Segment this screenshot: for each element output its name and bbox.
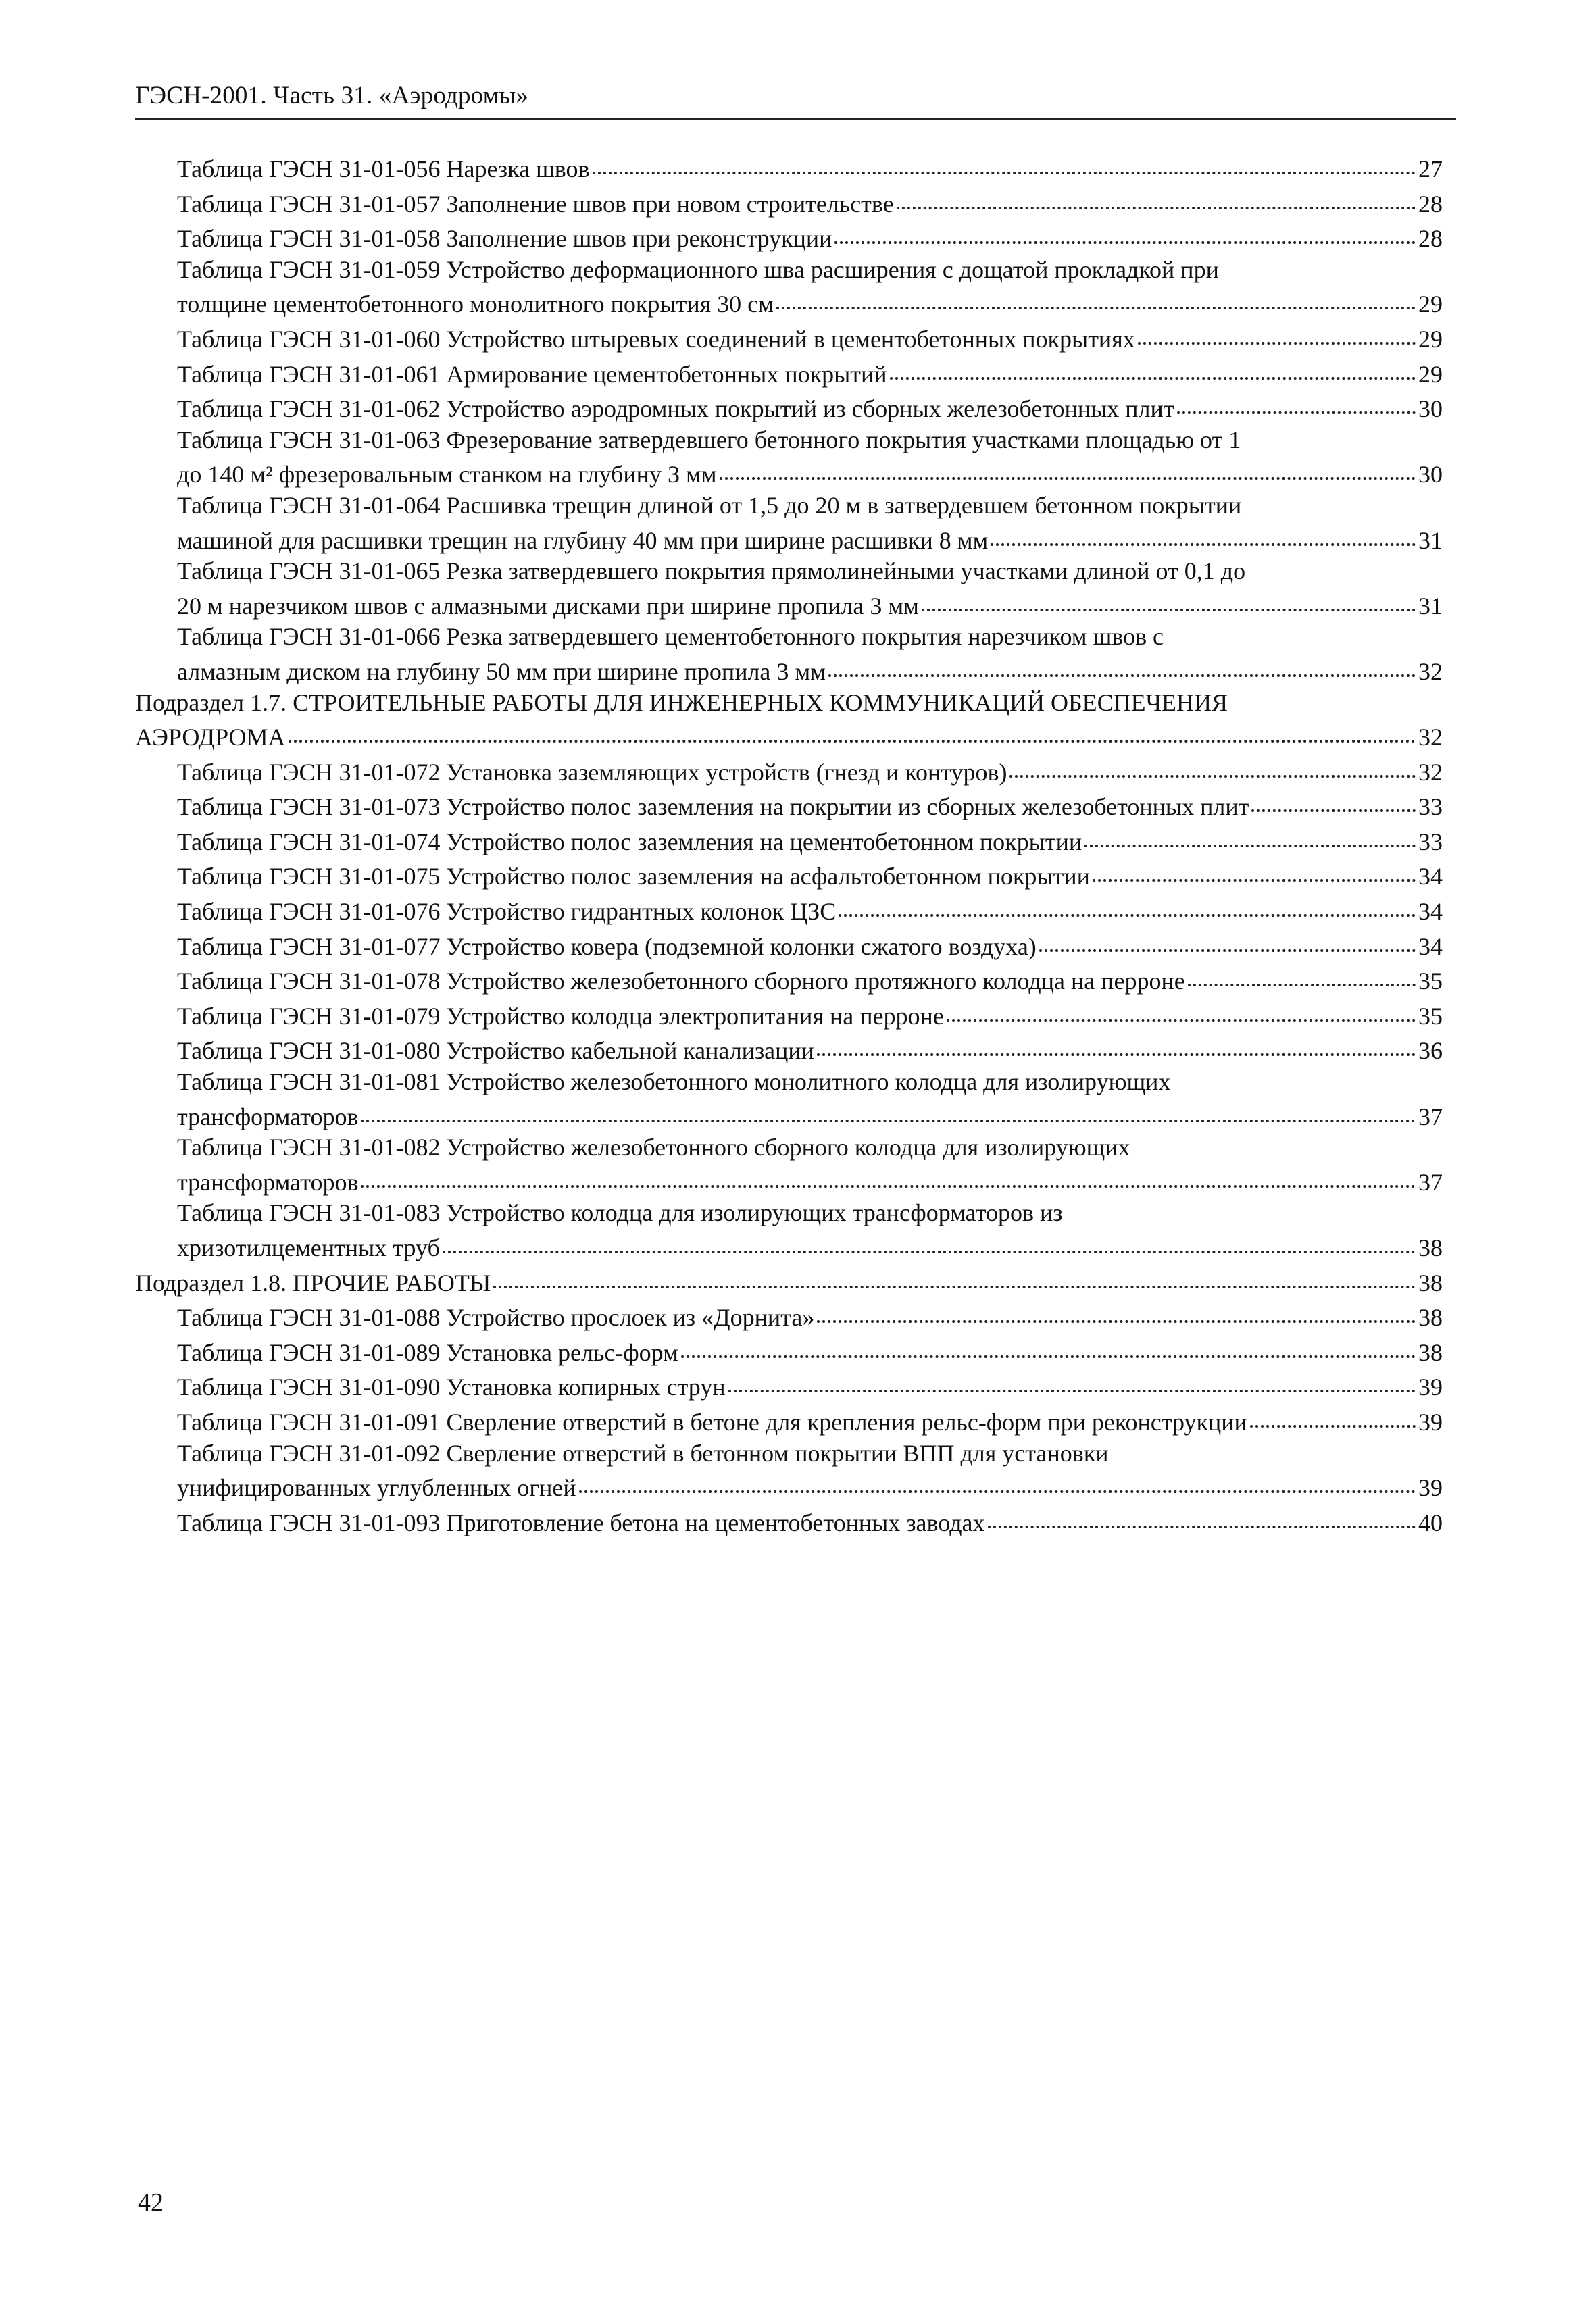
dot-leader — [988, 1501, 1416, 1528]
toc-entry-title: Таблица ГЭСН 31-01-058 Заполнение швов при реконструкции — [177, 225, 832, 253]
toc-entry-title: Таблица ГЭСН 31-01-061 Армирование цементобетонных покрытий — [177, 360, 887, 388]
toc-entry-line — [177, 320, 1443, 355]
toc-entry-line — [177, 997, 1443, 1032]
running-header: ГЭСН-2001. Часть 31. «Аэродромы» — [135, 82, 529, 109]
toc-entry-page-number: 29 — [1418, 325, 1443, 353]
toc-entry-line — [177, 857, 1443, 892]
toc-table-entry[interactable] — [135, 255, 1443, 320]
toc-entry-title: трансформаторов — [177, 1103, 359, 1130]
toc-entry-page-number: 36 — [1418, 1037, 1443, 1065]
dot-leader — [1093, 855, 1416, 882]
toc-entry-title: Таблица ГЭСН 31-01-074 Устройство полос заземления на цементобетонном покрытии — [177, 828, 1082, 855]
toc-table-entry[interactable] — [135, 150, 1443, 185]
toc-entry-title: до 140 м² фрезеровальным станком на глубину 3 мм — [177, 461, 717, 488]
toc-entry-page-number: 38 — [1418, 1234, 1443, 1261]
dot-leader — [720, 453, 1416, 480]
dot-leader — [890, 353, 1416, 380]
toc-entry-line — [177, 455, 1443, 491]
toc-entry-title: Таблица ГЭСН 31-01-076 Устройство гидрантных колонок ЦЗС — [177, 898, 837, 926]
toc-entry-line — [177, 522, 1443, 557]
toc-subsection-entry[interactable] — [135, 1264, 1443, 1299]
toc-entry-page-number: 32 — [1418, 657, 1443, 685]
toc-entry-page-number: 30 — [1418, 461, 1443, 488]
toc-table-entry[interactable] — [135, 857, 1443, 892]
toc-entry-title: Таблица ГЭСН 31-01-079 Устройство колодца электропитания на перроне — [177, 1002, 944, 1030]
toc-table-entry[interactable] — [135, 753, 1443, 788]
toc-entry-title-first-line: Таблица ГЭСН 31-01-064 Расшивка трещин длиной от 1,5 до 20 м в затвердевшем бетонном покрытии — [177, 491, 1242, 519]
toc-entry-line — [135, 1264, 1443, 1299]
dot-leader — [579, 1466, 1416, 1493]
table-of-contents — [135, 150, 1443, 1538]
toc-entry-page-number: 28 — [1418, 225, 1443, 253]
toc-entry-title-first-line: Таблица ГЭСН 31-01-092 Сверление отверстий в бетонном покрытии ВПП для установки — [177, 1439, 1109, 1467]
toc-entry-line — [177, 1032, 1443, 1067]
toc-entry-page-number: 35 — [1418, 1002, 1443, 1030]
dot-leader — [1251, 785, 1416, 812]
toc-entry-title-first-line: Таблица ГЭСН 31-01-059 Устройство деформационного шва расширения с дощатой прокладкой при — [177, 255, 1219, 283]
toc-entry-page-number: 34 — [1418, 898, 1443, 926]
dot-leader — [493, 1261, 1416, 1288]
toc-entry-line — [177, 1469, 1443, 1504]
toc-entry-line — [177, 788, 1443, 823]
dot-leader — [834, 217, 1416, 244]
toc-entry-page-number: 38 — [1418, 1269, 1443, 1297]
toc-entry-title: Подраздел 1.8. ПРОЧИЕ РАБОТЫ — [135, 1269, 491, 1297]
toc-table-entry[interactable] — [135, 1504, 1443, 1539]
toc-table-entry[interactable] — [135, 556, 1443, 622]
toc-table-entry[interactable] — [135, 962, 1443, 997]
toc-table-entry[interactable] — [135, 1368, 1443, 1403]
toc-entry-line — [177, 1403, 1443, 1438]
toc-entry-title: Таблица ГЭСН 31-01-090 Установка копирных струн — [177, 1374, 726, 1401]
toc-entry-line — [177, 823, 1443, 858]
toc-entry-title-first-line: Подраздел 1.7. СТРОИТЕЛЬНЫЕ РАБОТЫ ДЛЯ ИНЖЕНЕРНЫХ КОММУНИКАЦИЙ ОБЕСПЕЧЕНИЯ — [135, 688, 1228, 716]
toc-table-entry[interactable] — [135, 997, 1443, 1032]
toc-entry-title: трансформаторов — [177, 1168, 359, 1196]
toc-entry-line — [177, 1299, 1443, 1334]
toc-entry-title: Таблица ГЭСН 31-01-060 Устройство штыревых соединений в цементобетонных покрытиях — [177, 325, 1135, 353]
toc-entry-title: хризотилцементных труб — [177, 1234, 440, 1261]
toc-entry-page-number: 38 — [1418, 1338, 1443, 1366]
toc-entry-title: АЭРОДРОМА — [135, 724, 286, 751]
toc-entry-page-number: 31 — [1418, 526, 1443, 554]
dot-leader — [1188, 959, 1416, 986]
toc-table-entry[interactable] — [135, 928, 1443, 963]
toc-entry-line — [177, 653, 1443, 688]
toc-entry-title: алмазным диском на глубину 50 мм при ширине пропила 3 мм — [177, 657, 826, 685]
toc-entry-title: 20 м нарезчиком швов с алмазными дисками при ширине пропила 3 мм — [177, 592, 919, 620]
toc-table-entry[interactable] — [135, 788, 1443, 823]
toc-entry-page-number: 37 — [1418, 1168, 1443, 1196]
page-number: 42 — [138, 2188, 164, 2217]
toc-entry-title-first-line: Таблица ГЭСН 31-01-081 Устройство железобетонного монолитного колодца для изолирующих — [177, 1068, 1171, 1096]
toc-table-entry[interactable] — [135, 390, 1443, 425]
dot-leader — [681, 1331, 1416, 1358]
dot-leader — [1009, 751, 1416, 778]
dot-leader — [361, 1095, 1416, 1122]
toc-entry-line — [177, 962, 1443, 997]
toc-entry-line — [177, 928, 1443, 963]
dot-leader — [817, 1296, 1416, 1323]
toc-entry-page-number: 32 — [1418, 724, 1443, 751]
toc-table-entry[interactable] — [135, 1132, 1443, 1198]
toc-entry-line — [177, 1229, 1443, 1264]
toc-table-entry[interactable] — [135, 1438, 1443, 1504]
toc-entry-title: Таблица ГЭСН 31-01-077 Устройство ковера (подземной колонки сжатого воздуха) — [177, 932, 1037, 960]
dot-leader — [776, 282, 1416, 309]
toc-entry-page-number: 32 — [1418, 758, 1443, 786]
toc-entry-page-number: 29 — [1418, 360, 1443, 388]
toc-table-entry[interactable] — [135, 1198, 1443, 1263]
toc-entry-line — [177, 220, 1443, 255]
toc-entry-page-number: 29 — [1418, 291, 1443, 318]
toc-entry-title: толщине цементобетонного монолитного покрытия 30 см — [177, 291, 774, 318]
toc-entry-page-number: 39 — [1418, 1408, 1443, 1436]
toc-entry-line — [177, 1334, 1443, 1369]
toc-entry-page-number: 39 — [1418, 1474, 1443, 1502]
dot-leader — [1177, 387, 1416, 414]
toc-entry-line — [177, 390, 1443, 425]
dot-leader — [728, 1365, 1416, 1392]
toc-entry-title-first-line: Таблица ГЭСН 31-01-066 Резка затвердевшего цементобетонного покрытия нарезчиком швов с — [177, 623, 1164, 651]
toc-entry-title: Таблица ГЭСН 31-01-093 Приготовление бетона на цементобетонных заводах — [177, 1509, 985, 1536]
toc-table-entry[interactable] — [135, 220, 1443, 255]
dot-leader — [897, 182, 1416, 209]
toc-subsection-entry[interactable] — [135, 688, 1443, 753]
toc-entry-title: Таблица ГЭСН 31-01-073 Устройство полос заземления на покрытии из сборных железобетонных плит — [177, 793, 1249, 821]
toc-table-entry[interactable] — [135, 622, 1443, 687]
toc-entry-title: унифицированных углубленных огней — [177, 1474, 576, 1502]
toc-entry-line — [177, 892, 1443, 928]
dot-leader — [593, 147, 1416, 174]
toc-entry-line — [177, 150, 1443, 185]
dot-leader — [1138, 318, 1416, 345]
toc-entry-page-number: 39 — [1418, 1374, 1443, 1401]
toc-entry-title: Таблица ГЭСН 31-01-088 Устройство прослоек из «Дорнита» — [177, 1304, 815, 1332]
toc-entry-page-number: 33 — [1418, 793, 1443, 821]
toc-table-entry[interactable] — [135, 1299, 1443, 1334]
dot-leader — [443, 1226, 1416, 1253]
toc-entry-title: Таблица ГЭСН 31-01-057 Заполнение швов при новом строительстве — [177, 190, 894, 218]
toc-table-entry[interactable] — [135, 491, 1443, 556]
dot-leader — [1084, 820, 1416, 847]
toc-entry-title-first-line: Таблица ГЭСН 31-01-063 Фрезерование затвердевшего бетонного покрытия участками площадью от 1 — [177, 426, 1241, 453]
toc-entry-title-first-line: Таблица ГЭСН 31-01-082 Устройство железобетонного сборного колодца для изолирующих — [177, 1134, 1130, 1161]
header-divider — [135, 118, 1456, 120]
dot-leader — [828, 650, 1416, 677]
toc-entry-title: Таблица ГЭСН 31-01-062 Устройство аэродромных покрытий из сборных железобетонных плит — [177, 395, 1174, 423]
toc-entry-title: Таблица ГЭСН 31-01-072 Установка заземляющих устройств (гнезд и контуров) — [177, 758, 1007, 786]
toc-table-entry[interactable] — [135, 892, 1443, 928]
dot-leader — [1250, 1401, 1416, 1428]
toc-table-entry[interactable] — [135, 1334, 1443, 1369]
toc-table-entry[interactable] — [135, 320, 1443, 355]
toc-entry-title-first-line: Таблица ГЭСН 31-01-083 Устройство колодца для изолирующих трансформаторов из — [177, 1199, 1063, 1227]
toc-entry-line — [177, 185, 1443, 220]
toc-entry-line — [135, 718, 1443, 753]
toc-table-entry[interactable] — [135, 355, 1443, 391]
toc-table-entry[interactable] — [135, 1067, 1443, 1132]
toc-entry-page-number: 37 — [1418, 1103, 1443, 1130]
toc-entry-title: Таблица ГЭСН 31-01-091 Сверление отверстий в бетоне для крепления рельс-форм при реконструкции — [177, 1408, 1247, 1436]
toc-entry-page-number: 35 — [1418, 967, 1443, 995]
toc-entry-line — [177, 753, 1443, 788]
toc-entry-title: Таблица ГЭСН 31-01-080 Устройство кабельной канализации — [177, 1037, 814, 1065]
dot-leader — [817, 1029, 1416, 1056]
toc-entry-page-number: 30 — [1418, 395, 1443, 423]
toc-entry-title: Таблица ГЭСН 31-01-078 Устройство железобетонного сборного протяжного колодца на перроне — [177, 967, 1185, 995]
toc-entry-line — [177, 1098, 1443, 1133]
toc-entry-title: Таблица ГЭСН 31-01-089 Установка рельс-форм — [177, 1338, 678, 1366]
toc-table-entry[interactable] — [135, 823, 1443, 858]
toc-entry-title: Таблица ГЭСН 31-01-075 Устройство полос заземления на асфальтобетонном покрытии — [177, 863, 1090, 890]
toc-entry-title-first-line: Таблица ГЭСН 31-01-065 Резка затвердевшего покрытия прямолинейными участками длиной от 0,1 до — [177, 557, 1246, 585]
dot-leader — [991, 519, 1416, 546]
dot-leader — [289, 715, 1416, 743]
toc-entry-page-number: 34 — [1418, 863, 1443, 890]
dot-leader — [839, 890, 1416, 917]
toc-entry-page-number: 31 — [1418, 592, 1443, 620]
toc-entry-title: Таблица ГЭСН 31-01-056 Нарезка швов — [177, 155, 590, 182]
toc-table-entry[interactable] — [135, 185, 1443, 220]
toc-entry-page-number: 27 — [1418, 155, 1443, 182]
dot-leader — [1039, 925, 1416, 952]
toc-entry-line — [177, 355, 1443, 391]
toc-table-entry[interactable] — [135, 1403, 1443, 1438]
toc-table-entry[interactable] — [135, 425, 1443, 491]
toc-entry-line — [177, 1163, 1443, 1199]
toc-entry-page-number: 34 — [1418, 932, 1443, 960]
toc-entry-line — [177, 587, 1443, 622]
dot-leader — [947, 995, 1416, 1022]
dot-leader — [361, 1161, 1416, 1188]
toc-entry-line — [177, 1504, 1443, 1539]
toc-table-entry[interactable] — [135, 1032, 1443, 1067]
toc-entry-line — [177, 1368, 1443, 1403]
toc-entry-page-number: 33 — [1418, 828, 1443, 855]
toc-entry-title: машиной для расшивки трещин на глубину 40 мм при ширине расшивки 8 мм — [177, 526, 989, 554]
toc-entry-page-number: 28 — [1418, 190, 1443, 218]
dot-leader — [922, 584, 1416, 611]
toc-entry-page-number: 38 — [1418, 1304, 1443, 1332]
toc-entry-line — [177, 285, 1443, 320]
toc-entry-page-number: 40 — [1418, 1509, 1443, 1536]
